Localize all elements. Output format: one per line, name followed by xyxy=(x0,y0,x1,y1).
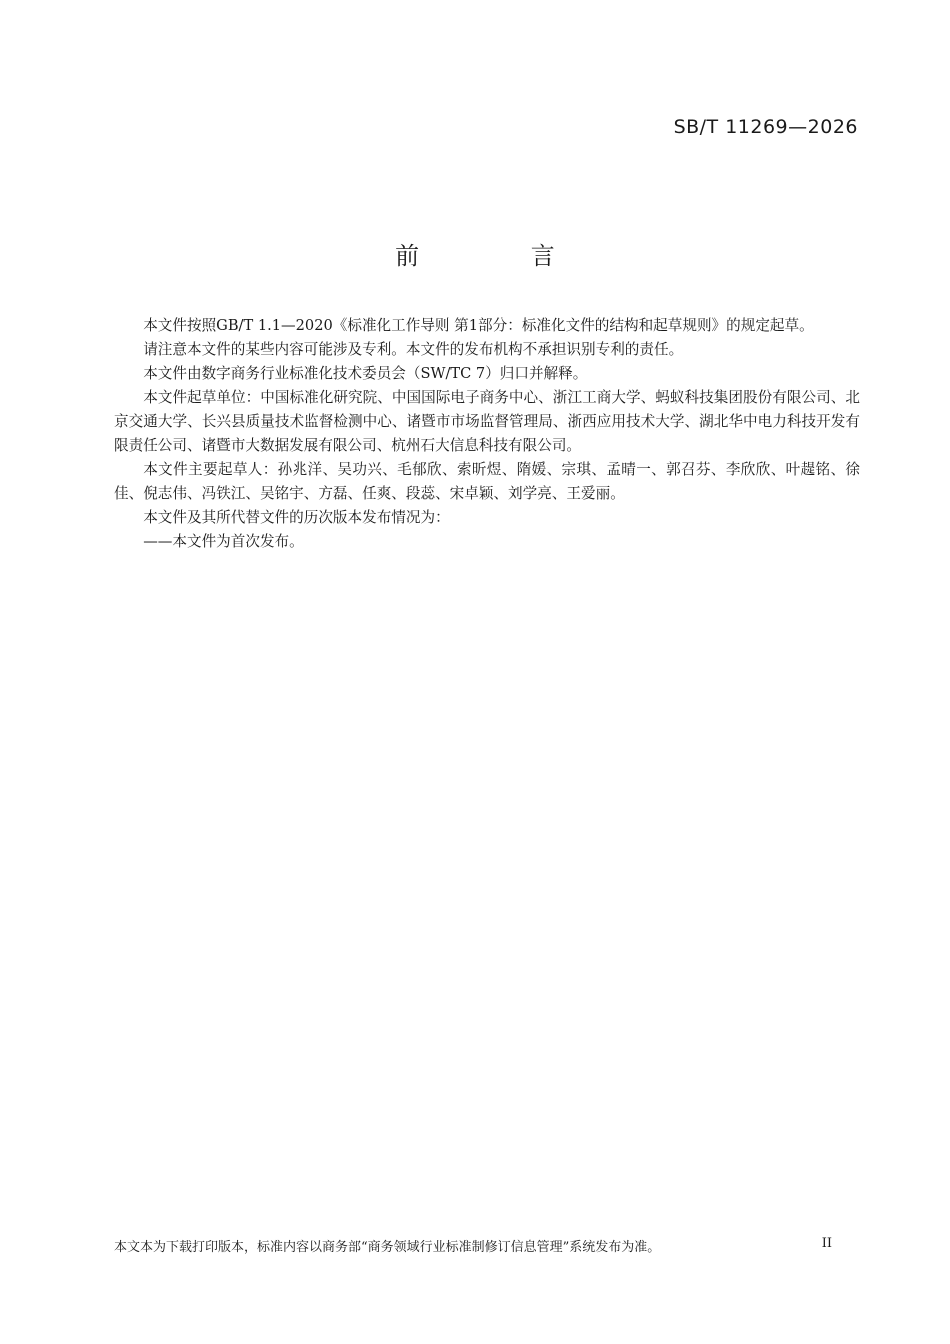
paragraph-drafters: 本文件主要起草人：孙兆洋、吴功兴、毛郁欣、索昕煜、隋媛、宗琪、孟晴一、郭召芬、李欣欣、叶趧铭、徐佳、倪志伟、冯铁江、吴铭宇、方磊、任爽、段蕊、宋卓颖、刘学亮、王爱丽。 xyxy=(114,461,860,502)
foreword-body xyxy=(114,314,860,554)
paragraph-first-release: ——本文件为首次发布。 xyxy=(143,533,304,550)
paragraph-committee: 本文件由数字商务行业标准化技术委员会（SW/TC 7）归口并解释。 xyxy=(143,365,588,382)
page-title: 前 言 xyxy=(395,242,607,270)
page-number: II xyxy=(821,1236,832,1251)
paragraph-drafting-rules: 本文件按照GB/T 1.1—2020《标准化工作导则 第1部分：标准化文件的结构和起草规则》的规定起草。 xyxy=(143,317,814,334)
footer-note: 本文本为下载打印版本，标准内容以商务部“商务领域行业标准制修订信息管理”系统发布为准。 xyxy=(114,1240,661,1255)
paragraph-version-history: 本文件及其所代替文件的历次版本发布情况为： xyxy=(143,509,450,526)
paragraph-patent-notice: 请注意本文件的某些内容可能涉及专利。本文件的发布机构不承担识别专利的责任。 xyxy=(143,341,684,358)
document-code: SB/T 11269—2026 xyxy=(673,116,858,138)
paragraph-drafting-units: 本文件起草单位：中国标准化研究院、中国国际电子商务中心、浙江工商大学、蚂蚁科技集团股份有限公司、北京交通大学、长兴县质量技术监督检测中心、诸暨市市场监督管理局、浙西应用技术大学、湖北华中电力科技开发有限责任公司、诸暨市大数据发展有限公司、杭州石大信息科技有限公司。 xyxy=(114,389,860,454)
